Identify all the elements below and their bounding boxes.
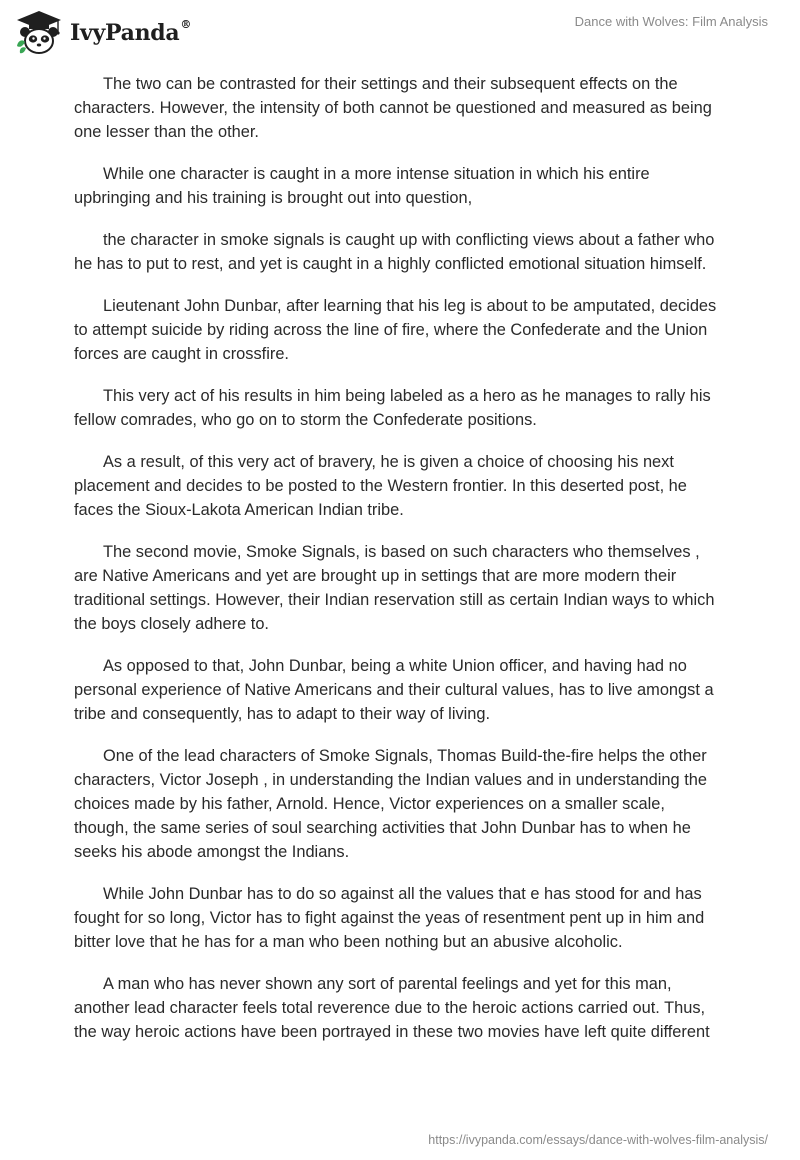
- paragraph: While John Dunbar has to do so against all the values that e has stood for and has fought for so long, Victor has to fight against the yeas of resentment pent up in him and bitter love that he has for a man who been nothing but an abusive alcoholic.: [74, 885, 705, 951]
- essay-body: [74, 72, 724, 1062]
- paragraph: One of the lead characters of Smoke Signals, Thomas Build-the-fire helps the other characters, Victor Joseph , in understanding the Indian values and in understanding the choices made by his father, Arnold. Hence, Victor experiences on a smaller scale, though, the same series of soul searching activities that John Dunbar has to when he seeks his abode amongst the Indians.: [74, 747, 707, 861]
- paragraph: A man who has never shown any sort of parental feelings and yet for this man, another lead character feels total reverence due to the heroic actions carried out. Thus, the way heroic actions have been portrayed in these two movies have left quite different: [74, 975, 710, 1041]
- paragraph: The two can be contrasted for their settings and their subsequent effects on the characters. However, the intensity of both cannot be questioned and measured as being one lesser than the other.: [74, 75, 712, 141]
- logo[interactable]: [14, 8, 191, 58]
- page-header: [0, 0, 800, 64]
- paragraph: While one character is caught in a more intense situation in which his entire upbringing and his training is brought out into question,: [74, 165, 650, 207]
- brand-name: IvyPanda®: [70, 18, 192, 46]
- paragraph: Lieutenant John Dunbar, after learning that his leg is about to be amputated, decides to attempt suicide by riding across the line of fire, where the Confederate and the Union forces are caught in crossfire.: [74, 297, 717, 363]
- paragraph: As a result, of this very act of bravery, he is given a choice of choosing his next placement and decides to be posted to the Western frontier. In this deserted post, he faces the Sioux-Lakota American Indian tribe.: [74, 453, 687, 519]
- registered-mark: ®: [180, 18, 192, 31]
- document-title: Dance with Wolves: Film Analysis: [574, 14, 768, 29]
- paragraph: The second movie, Smoke Signals, is based on such characters who themselves , are Native Americans and yet are brought up in settings that are more modern their traditional settings. However, their Indian reservation still as certain Indian ways to which the boys closely adhere to.: [74, 543, 715, 633]
- source-url[interactable]: https://ivypanda.com/essays/dance-with-wolves-film-analysis/: [428, 1133, 768, 1147]
- panda-graduate-icon: [14, 8, 64, 58]
- paragraph: As opposed to that, John Dunbar, being a white Union officer, and having had no personal experience of Native Americans and their cultural values, has to live amongst a tribe and consequently, has to adapt to their way of living.: [74, 657, 714, 723]
- paragraph: This very act of his results in him being labeled as a hero as he manages to rally his fellow comrades, who go on to storm the Confederate positions.: [74, 387, 711, 429]
- paragraph: the character in smoke signals is caught up with conflicting views about a father who he has to put to rest, and yet is caught in a highly conflicted emotional situation himself.: [74, 231, 715, 273]
